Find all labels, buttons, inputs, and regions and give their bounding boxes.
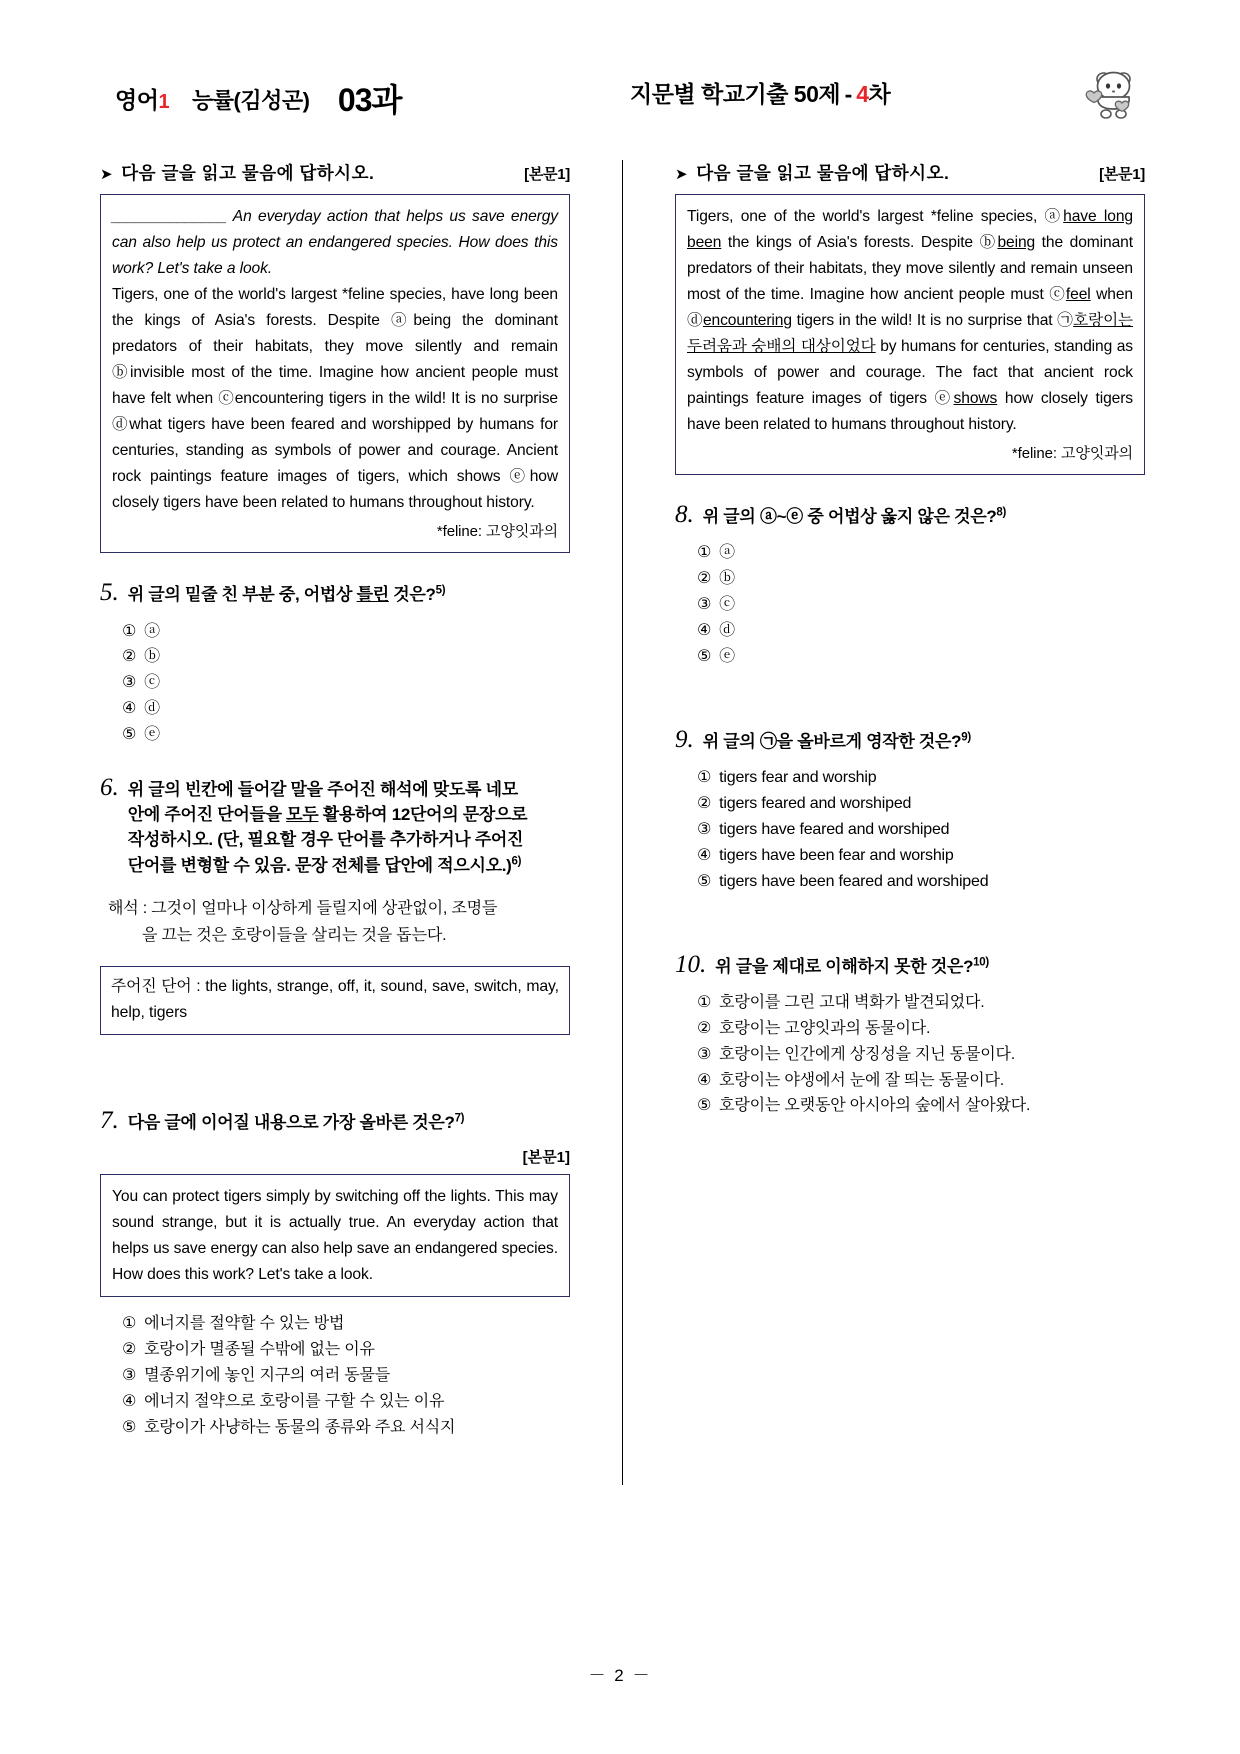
word-box-label: 주어진 단어 : <box>111 978 206 996</box>
choice-label: ⓓ <box>719 622 735 640</box>
choice-item[interactable] <box>697 1068 1145 1094</box>
question-7-passage-box <box>100 1174 570 1297</box>
choice-label: ⓑ <box>719 570 735 588</box>
choice-number: ⑤ <box>122 1418 137 1436</box>
word-box-words: the lights, strange, off, it, sound, save, switch, may, help, tigers <box>111 978 559 1022</box>
header-lesson: 03과 <box>337 82 402 118</box>
question-6-line-3: 작성하시오. (단, 필요할 경우 단어를 추가하거나 주어진 <box>127 830 524 850</box>
choice-label: 호랑이가 멸종될 수밖에 없는 이유 <box>144 1340 375 1358</box>
choice-label: ⓒ <box>144 674 160 692</box>
marker-e-icon: ⓔ <box>509 468 530 486</box>
marker-b-icon: ⓑ <box>112 364 130 382</box>
question-10-text <box>715 954 989 979</box>
right-directive <box>675 160 1145 185</box>
choice-item[interactable] <box>697 566 1145 592</box>
question-8-superscript: 8) <box>996 506 1007 519</box>
choice-item[interactable] <box>697 869 1145 895</box>
underline-korean-g: 호랑이는 두려움과 숭배의 대상이었다 <box>687 312 1134 356</box>
question-7-heading <box>100 1108 570 1135</box>
choice-item[interactable] <box>697 1016 1145 1042</box>
choice-number: ③ <box>122 1366 137 1384</box>
header-round-number: 4 <box>856 81 869 107</box>
question-6-number: 6. <box>100 774 119 802</box>
underline-b: being <box>997 234 1036 252</box>
choice-item[interactable] <box>697 843 1145 869</box>
choice-number: ① <box>122 622 137 640</box>
passage-body-1: Tigers, one of the world's largest *feline species, <box>687 208 1045 225</box>
choice-number: ⑤ <box>697 872 712 890</box>
choice-number: ④ <box>697 1071 712 1089</box>
choice-label: tigers feared and worshiped <box>719 795 912 813</box>
arrow-icon: ➤ <box>100 166 113 183</box>
question-7-tag: [본문1] <box>522 1148 570 1166</box>
choice-label: 에너지를 절약할 수 있는 방법 <box>144 1314 345 1332</box>
choice-item[interactable] <box>122 619 570 645</box>
choice-label: ⓔ <box>144 726 160 744</box>
question-6-line-2b: 활용하여 12단어의 문장으로 <box>318 805 528 825</box>
choice-item[interactable] <box>697 592 1145 618</box>
choice-item[interactable] <box>697 765 1145 791</box>
choice-number: ① <box>697 769 712 787</box>
passage-body-3: invisible most of the time. Imagine how ancient people must have felt when <box>112 364 558 408</box>
choice-number: ① <box>697 993 712 1011</box>
passage-body-5: tigers in the wild! It is no surprise that <box>791 312 1058 330</box>
left-directive-text: 다음 글을 읽고 물음에 답하시오. <box>121 163 375 183</box>
choice-number: ⑤ <box>697 1097 712 1115</box>
choice-item[interactable] <box>122 1415 570 1441</box>
choice-item[interactable] <box>122 1363 570 1389</box>
passage-body-2: being the dominant predators of their habitats, they move silently and remain <box>112 312 558 356</box>
header-right-group <box>630 76 890 109</box>
question-7-passage-text: You can protect tigers simply by switching off the lights. This may sound strange, but it is actually true. An everyday action that helps us save energy can also help save an endangered species. How does this work? Let's take a look. <box>112 1187 558 1283</box>
passage-body-1: Tigers, one of the world's largest *feline species, have long been the kings of Asia's forests. Despite <box>112 286 558 330</box>
question-5-text-b: 것은? <box>388 585 436 605</box>
choice-label: 호랑이가 사냥하는 동물의 종류와 주요 서식지 <box>144 1418 456 1436</box>
question-6-word-box <box>100 966 570 1034</box>
choice-label: ⓐ <box>719 544 735 562</box>
question-9-text <box>703 729 971 754</box>
right-column <box>675 160 1145 1550</box>
question-5-choices <box>122 619 570 749</box>
choice-number: ② <box>697 795 712 813</box>
choice-label: 호랑이는 인간에게 상징성을 지닌 동물이다. <box>719 1045 1015 1063</box>
question-8-number: 8. <box>675 501 694 529</box>
left-passage-footnote: *feline: 고양잇과의 <box>436 523 558 541</box>
choice-number: ④ <box>122 700 137 718</box>
question-5-superscript: 5) <box>435 584 446 597</box>
choice-label: ⓓ <box>144 700 160 718</box>
choice-number: ④ <box>697 622 712 640</box>
interpretation-label: 해석 : <box>108 899 152 917</box>
marker-c-icon: ⓒ <box>218 390 235 408</box>
choice-number: ③ <box>697 820 712 838</box>
choice-label: tigers have been fear and worship <box>719 846 954 864</box>
question-7-superscript: 7) <box>454 1111 465 1124</box>
choice-item[interactable] <box>122 1337 570 1363</box>
question-8-text-main: 위 글의 ⓐ~ⓔ 중 어법상 옳지 않은 것은? <box>702 507 997 527</box>
header-subject: 영어 <box>115 87 159 113</box>
underline-c: feel <box>1065 286 1091 304</box>
question-9-number: 9. <box>675 726 694 754</box>
question-5-number: 5. <box>100 579 119 607</box>
arrow-icon: ➤ <box>675 166 688 183</box>
content-columns <box>100 160 1145 1550</box>
question-6-interpretation <box>108 896 570 950</box>
question-9-text-main: 위 글의 ㉠을 올바르게 영작한 것은? <box>702 732 962 752</box>
header-dash: - <box>844 81 852 107</box>
question-6-line-1: 위 글의 빈칸에 들어갈 말을 주어진 해석에 맞도록 네모 <box>127 780 518 800</box>
right-spacer-2 <box>675 895 1145 925</box>
choice-label: ⓐ <box>144 622 160 640</box>
question-6-heading <box>100 775 570 878</box>
choice-item[interactable] <box>697 817 1145 843</box>
passage-blank-line: ______________ <box>112 208 227 225</box>
marker-a-icon: ⓐ <box>1044 208 1064 225</box>
question-10-text-main: 위 글을 제대로 이해하지 못한 것은? <box>715 956 974 976</box>
choice-item[interactable] <box>122 1311 570 1337</box>
choice-label: ⓒ <box>719 596 735 614</box>
choice-number: ④ <box>697 846 712 864</box>
choice-label: tigers fear and worship <box>719 769 877 787</box>
choice-number: ③ <box>697 1045 712 1063</box>
question-7-choices <box>122 1311 570 1441</box>
passage-body-7: how closely tigers have been related to humans throughout history. <box>687 390 1133 434</box>
choice-label: 호랑이는 오랫동안 아시아의 숲에서 살아왔다. <box>719 1097 1031 1115</box>
choice-item[interactable] <box>697 618 1145 644</box>
question-5-text-a: 위 글의 밑줄 친 부분 중, 어법상 <box>127 585 357 605</box>
header-subject-number: 1 <box>158 91 170 113</box>
choice-label: 멸종위기에 놓인 지구의 여러 동물들 <box>144 1366 390 1384</box>
left-directive-tag: [본문1] <box>524 166 570 183</box>
left-directive <box>100 160 570 185</box>
choice-number: ⑤ <box>122 726 137 744</box>
question-8-choices <box>697 540 1145 670</box>
left-column <box>100 160 570 1550</box>
marker-c-icon: ⓒ <box>1049 286 1066 304</box>
choice-label: 에너지 절약으로 호랑이를 구할 수 있는 이유 <box>144 1392 445 1410</box>
column-divider <box>622 160 623 1485</box>
question-10-choices <box>697 990 1145 1120</box>
choice-item[interactable] <box>122 696 570 722</box>
choice-item[interactable] <box>122 722 570 748</box>
header-round-unit: 차 <box>868 81 891 107</box>
right-spacer-1 <box>675 670 1145 700</box>
question-10-superscript: 10) <box>973 956 989 969</box>
left-spacer <box>100 1035 570 1081</box>
choice-number: ① <box>122 1314 137 1332</box>
bear-mascot-icon <box>1076 62 1150 126</box>
header-worksheet-title: 지문별 학교기출 50제 <box>630 81 841 107</box>
choice-label: tigers have feared and worshiped <box>719 820 950 838</box>
question-7-text <box>128 1110 464 1135</box>
interpretation-line-2: 을 끄는 것은 호랑이들을 살리는 것을 돕는다. <box>142 926 447 944</box>
choice-item[interactable] <box>697 644 1145 670</box>
question-9-heading <box>675 727 1145 754</box>
question-10-heading <box>675 952 1145 979</box>
choice-number: ③ <box>122 674 137 692</box>
underline-a: have long been <box>687 208 1133 252</box>
choice-label: 호랑이를 그린 고대 벽화가 발견되었다. <box>719 993 985 1011</box>
question-5-text <box>128 582 446 607</box>
right-passage-footnote: *feline: 고양잇과의 <box>1011 445 1133 463</box>
question-9-choices <box>697 765 1145 895</box>
left-passage-box <box>100 194 570 553</box>
question-6-line-2-underline: 모두 <box>286 805 319 825</box>
passage-body-6: by humans for centuries, standing as symbols of power and courage. The fact that ancient rock paintings feature images of tigers <box>687 338 1133 408</box>
question-6-line-4: 단어를 변형할 수 있음. 문장 전체를 답안에 적으시오.) <box>127 855 512 875</box>
passage-body-6: how closely tigers have been related to humans throughout history. <box>112 468 559 512</box>
passage-body-2: the kings of Asia's forests. Despite <box>721 234 980 252</box>
marker-a-icon: ⓐ <box>390 312 414 330</box>
marker-e-icon: ⓔ <box>934 390 954 408</box>
choice-number: ⑤ <box>697 648 712 666</box>
right-passage-box <box>675 194 1145 475</box>
question-6-superscript: 6) <box>511 854 522 867</box>
marker-b-icon: ⓑ <box>979 234 998 252</box>
choice-label: tigers have been feared and worshiped <box>719 872 989 890</box>
choice-label: ⓑ <box>144 648 160 666</box>
question-6-text <box>128 777 528 878</box>
question-10-number: 10. <box>675 950 707 978</box>
page-header <box>100 62 1150 122</box>
passage-body-4: when <box>1090 286 1133 304</box>
question-6-line-2a: 안에 주어진 단어들을 <box>127 805 287 825</box>
header-left-group <box>115 72 401 118</box>
passage-body-4: encountering tigers in the wild! It is no surprise <box>234 390 558 408</box>
choice-item[interactable] <box>122 670 570 696</box>
interpretation-line-1: 그것이 얼마나 이상하게 들릴지에 상관없이, 조명들 <box>151 899 498 917</box>
choice-number: ② <box>122 1340 137 1358</box>
question-5-text-underline: 틀린 <box>356 585 389 605</box>
marker-d-icon: ⓓ <box>687 312 703 330</box>
choice-number: ② <box>697 1019 712 1037</box>
choice-item[interactable] <box>122 1389 570 1415</box>
page-number-footer: － 2 － <box>588 1666 652 1685</box>
right-directive-tag: [본문1] <box>1099 166 1145 183</box>
choice-item[interactable] <box>122 644 570 670</box>
right-directive-text: 다음 글을 읽고 물음에 답하시오. <box>696 163 950 183</box>
question-7-text-main: 다음 글에 이어질 내용으로 가장 올바른 것은? <box>127 1112 455 1132</box>
passage-body-3: the dominant predators of their habitats, they move silently and remain unseen most of the time. Imagine how ancient people must <box>687 234 1133 304</box>
choice-item[interactable] <box>697 540 1145 566</box>
underline-e: shows <box>953 390 998 408</box>
marker-g-icon: ㉠ <box>1057 312 1074 330</box>
question-9-superscript: 9) <box>961 731 971 744</box>
marker-d-icon: ⓓ <box>112 416 130 434</box>
question-8-heading <box>675 502 1145 529</box>
choice-item[interactable] <box>697 791 1145 817</box>
header-publisher: 능률(김성곤) <box>192 88 310 113</box>
question-7-number: 7. <box>100 1106 119 1134</box>
choice-number: ② <box>122 648 137 666</box>
choice-number: ② <box>697 570 712 588</box>
choice-number: ④ <box>122 1392 137 1410</box>
choice-label: 호랑이는 야생에서 눈에 잘 띄는 동물이다. <box>719 1071 1004 1089</box>
choice-item[interactable] <box>697 1042 1145 1068</box>
choice-number: ③ <box>697 596 712 614</box>
choice-label: ⓔ <box>719 648 735 666</box>
question-8-text <box>703 504 1006 529</box>
underline-d: encountering <box>702 312 792 330</box>
question-5-heading <box>100 580 570 607</box>
choice-label: 호랑이는 고양잇과의 동물이다. <box>719 1019 931 1037</box>
choice-number: ① <box>697 544 712 562</box>
choice-item[interactable] <box>697 990 1145 1016</box>
choice-item[interactable] <box>697 1093 1145 1119</box>
passage-body-5: what tigers have been feared and worshipped by humans for centuries, standing as symbols of power and courage. Ancient rock paintings feature images of tigers, which shows <box>112 416 558 486</box>
passage-italic-intro: An everyday action that helps us save energy can also help us protect an endangered species. How does this work? Let's take a look. <box>112 208 559 278</box>
